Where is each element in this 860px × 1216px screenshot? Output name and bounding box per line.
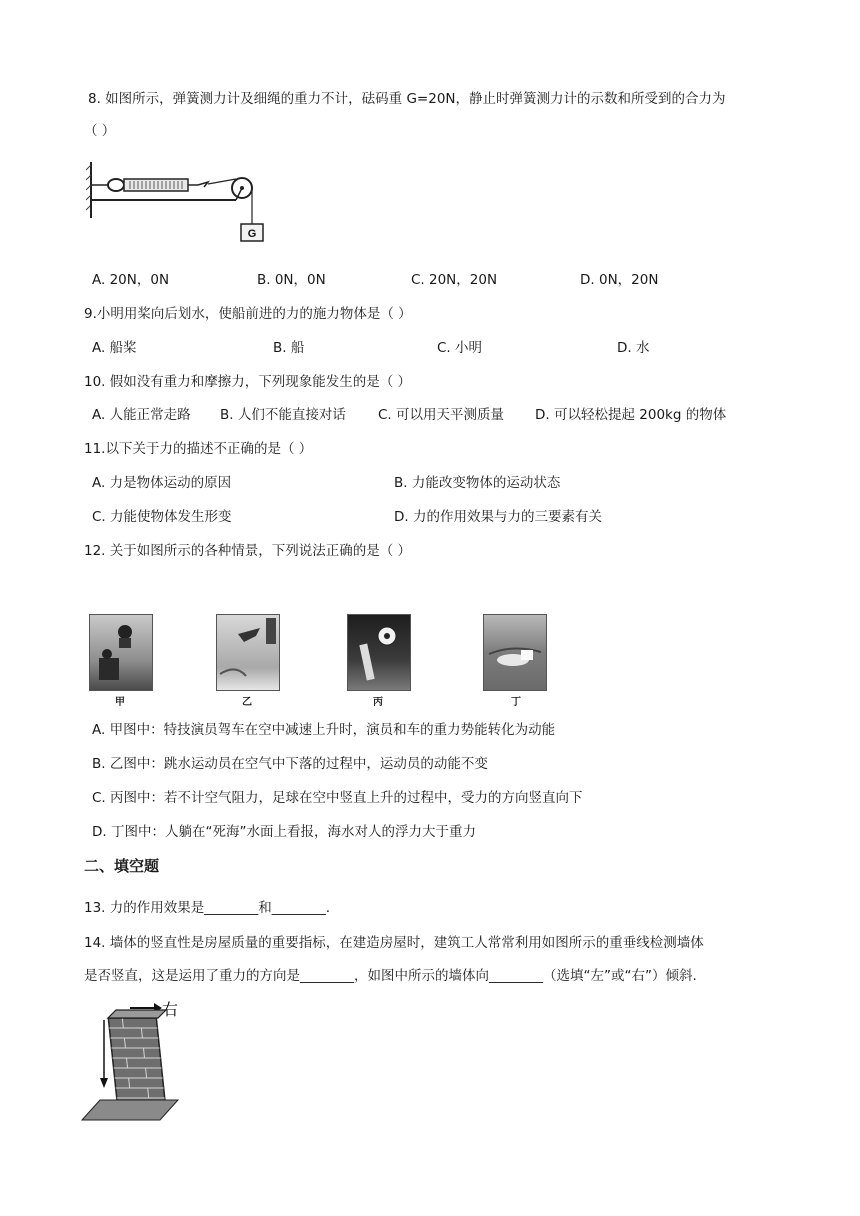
- q8-stem: 8. 如图所示，弹簧测力计及细绳的重力不计，砝码重 G=20N，静止时弹簧测力计的示数和所受到的合力为: [88, 91, 726, 107]
- q10-option-a: A. 人能正常走路: [92, 407, 191, 423]
- plumb-wall-figure: [80, 996, 180, 1122]
- q14-line1: 14. 墙体的竖直性是房屋质量的重要指标，在建造房屋时，建筑工人常常利用如图所示的重垂线检测墙体: [84, 935, 704, 951]
- q11-option-c: C. 力能使物体发生形变: [92, 509, 232, 525]
- q8-option-a: A. 20N，0N: [92, 272, 170, 288]
- q8-option-c: C. 20N，20N: [411, 272, 498, 288]
- caption-bing: 丙: [373, 697, 383, 708]
- q11-option-b: B. 力能改变物体的运动状态: [394, 475, 561, 491]
- q8-paren: （ ）: [84, 123, 116, 139]
- q9-option-b: B. 船: [273, 340, 305, 356]
- q8-option-d: D. 0N，20N: [580, 272, 659, 288]
- q13-stem: 13. 力的作用效果是________和________.: [84, 900, 331, 916]
- q9-option-a: A. 船桨: [92, 340, 137, 356]
- q9-option-d: D. 水: [617, 340, 650, 356]
- q14-line2: 是否竖直，这是运用了重力的方向是________，如图中所示的墙体向________（选填“左”或“右”）倾斜.: [84, 968, 697, 984]
- q11-option-a: A. 力是物体运动的原因: [92, 475, 232, 491]
- caption-yi: 乙: [242, 697, 252, 708]
- q12-option-a: A. 甲图中：特技演员驾车在空中减速上升时，演员和车的重力势能转化为动能: [92, 722, 556, 738]
- q12-option-b: B. 乙图中：跳水运动员在空气中下落的过程中，运动员的动能不变: [92, 756, 488, 772]
- q12-option-c: C. 丙图中：若不计空气阻力，足球在空中竖直上升的过程中，受力的方向竖直向下: [92, 790, 583, 806]
- q9-option-c: C. 小明: [437, 340, 483, 356]
- direction-label: 右: [161, 1002, 179, 1019]
- q10-option-c: C. 可以用天平测质量: [378, 407, 505, 423]
- spring-scale-figure: [86, 160, 276, 252]
- q8-option-b: B. 0N，0N: [257, 272, 326, 288]
- weight-label: G: [247, 228, 257, 240]
- q10-option-b: B. 人们不能直接对话: [220, 407, 346, 423]
- q11-option-d: D. 力的作用效果与力的三要素有关: [394, 509, 602, 525]
- caption-jia: 甲: [115, 697, 125, 708]
- section-title: 二、填空题: [84, 857, 160, 875]
- q10-option-d: D. 可以轻松提起 200kg 的物体: [535, 407, 727, 423]
- q12-stem: 12. 关于如图所示的各种情景，下列说法正确的是（ ）: [84, 543, 412, 559]
- q10-stem: 10. 假如没有重力和摩擦力，下列现象能发生的是（ ）: [84, 374, 412, 390]
- q12-option-d: D. 丁图中：人躺在“死海”水面上看报，海水对人的浮力大于重力: [92, 824, 476, 840]
- q11-stem: 11.以下关于力的描述不正确的是（ ）: [84, 441, 313, 457]
- caption-ding: 丁: [511, 697, 521, 708]
- q9-stem: 9.小明用桨向后划水，使船前进的力的施力物体是（ ）: [84, 306, 412, 322]
